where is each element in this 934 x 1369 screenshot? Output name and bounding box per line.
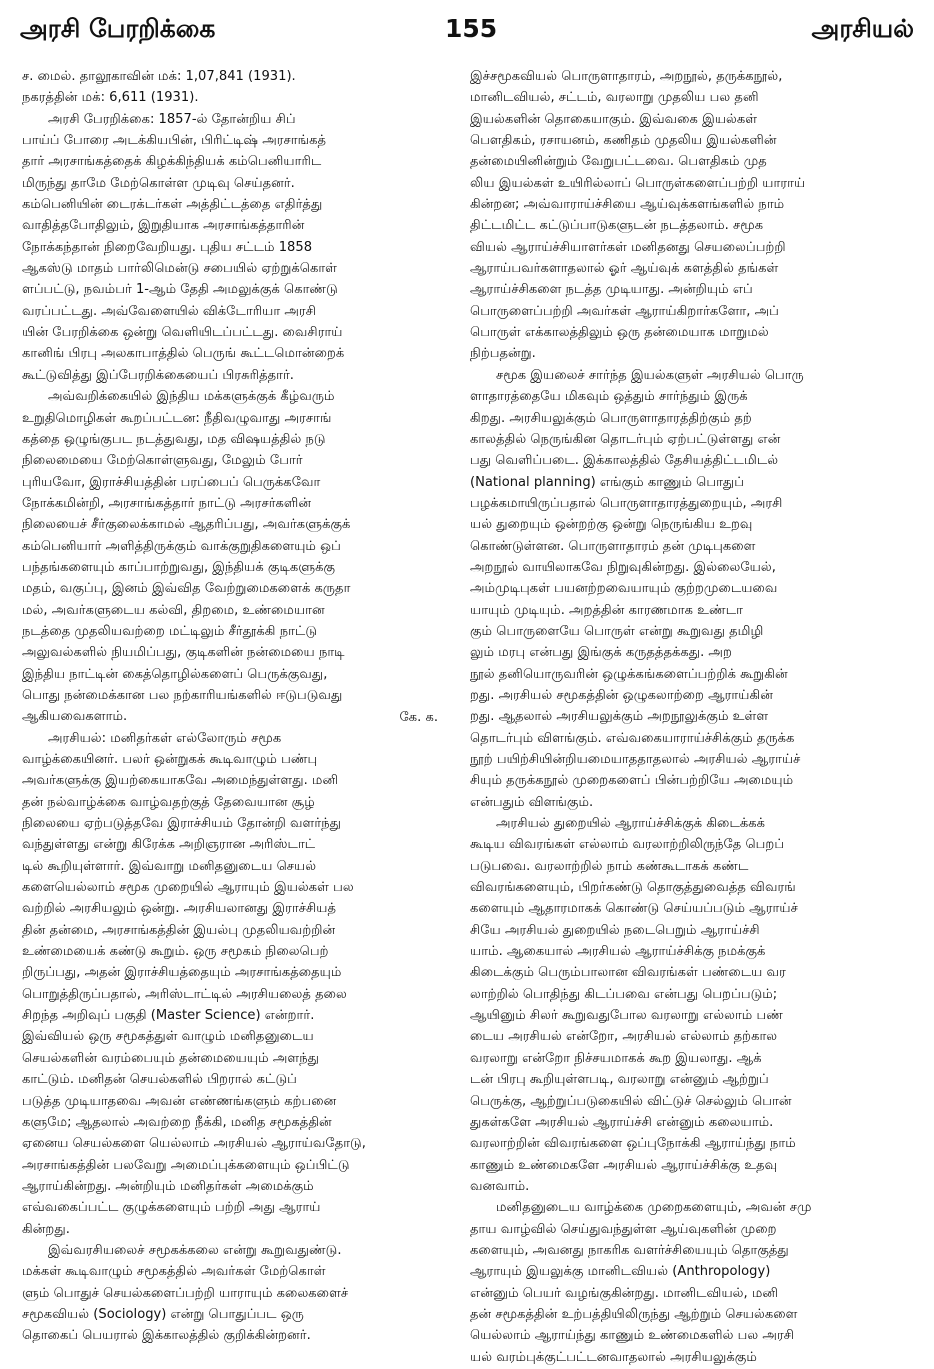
text-line: துகள்களே அரசியல் ஆராய்ச்சி என்னும் கலையாம்.: [470, 1114, 774, 1130]
text-line: (National planning) எங்கும் காணும் பொதுப்: [470, 474, 745, 490]
text-line: அவ்வறிக்கையில் இந்திய மக்களுக்குக் கீழ்வரும்: [48, 389, 335, 405]
text-line: தொகைப் பெயரால் இக்காலத்தில் குறிக்கின்றனர்.: [22, 1328, 311, 1344]
text-line: வாதித்தபோதிலும், இறுதியாக அரசாங்கத்தாரின்: [22, 218, 305, 234]
text-line: மல், அவர்களுடைய கல்வி, திறமை, உண்மையான: [22, 602, 325, 618]
text-line: கம்பெனியார் அளித்திருக்கும் வாக்குறுதிகளையும் ஒப்: [22, 538, 341, 554]
text-line: படுத்த முடியாதவை அவன் எண்ணங்களும் கற்பனை: [22, 1093, 337, 1109]
text-line: கிறது. அரசியலுக்கும் பொருளாதாரத்திற்கும் தற்: [470, 410, 752, 426]
text-line: ஆராய்ச்சிகளை நடத்த முடியாது. அன்றியும் எப்: [470, 282, 753, 298]
text-line: லாற்றில் பொதிந்து கிடப்பவை என்பது பெறப்படும்;: [470, 986, 778, 1002]
text-line: ஏனைய செயல்களை யெல்லாம் அரசியல் ஆராய்வதோடு,: [22, 1136, 366, 1152]
text-line: லிய இயல்கள் உயிரில்லாப் பொருள்களைப்பற்றி யாராய்: [470, 175, 806, 191]
text-line: சிறந்த அறிவுப் பகுதி (Master Science) என்றார்.: [22, 1008, 315, 1024]
text-line: நிற்பதன்று.: [470, 346, 536, 362]
text-line: நூல் தனியொருவரின் ஒழுக்கங்களைப்பற்றிக் கூறுகின்: [470, 666, 788, 682]
text-line: வற்றில் அரசியலும் ஒன்று. அரசியலானது இராச்சியத்: [22, 901, 336, 917]
text-line: நோக்கமின்றி, அரசாங்கத்தார் நாட்டு அரசர்களின்: [22, 495, 312, 511]
text-line: டைய அரசியல் என்றோ, அரசியல் எல்லாம் தற்கால: [470, 1029, 778, 1045]
text-line: அம்முடிபுகள் பயனற்றவையாயும் குற்றமுடையவை: [470, 581, 778, 597]
page-number: 155: [445, 14, 498, 43]
text-line: கானிங் பிரபு அலகாபாத்தில் பெருங் கூட்டமொன்றைக்: [22, 346, 345, 362]
text-line: மிருந்து தாமே மேற்கொள்ள முடிவு செய்தனர்.: [22, 175, 295, 191]
text-line: சமூகவியல் (Sociology) என்று பொதுப்பட ஒரு: [22, 1306, 304, 1322]
text-line: புரியவோ, இராச்சியத்தின் பரப்பைப் பெருக்கவோ: [22, 474, 321, 490]
text-line: தின் தன்மை, அரசாங்கத்தின் இயல்பு முதலியவற்றின்: [22, 922, 336, 938]
text-line: பௌதிகம், ரசாயனம், கணிதம் முதலிய இயல்களின்: [470, 133, 777, 149]
text-line: என்பதும் விளங்கும்.: [470, 794, 594, 810]
text-line: யெல்லாம் ஆராய்ந்து காணும் உண்மைகளில் பல அரசி: [470, 1328, 794, 1344]
text-line: அறநூல் வாயிலாகவே நிறுவுகின்றது. இல்லையேல்,: [470, 559, 776, 575]
text-line: பொருளைப்பற்றி அவர்கள் ஆராய்கிறார்களோ, அப்: [470, 303, 779, 319]
text-line: அரசாங்கத்தின் பலவேறு அமைப்புக்களையும் ஒப்பிட்டு: [22, 1157, 350, 1173]
text-line: அவர்களுக்கு இயற்கையாகவே அமைந்துள்ளது. மனி: [22, 773, 339, 789]
text-line: பந்தங்களையும் காப்பாற்றுவது, இந்தியக் குடிகளுக்கு: [22, 559, 336, 575]
text-line: ஆராய்பவர்களாதலால் ஓர் ஆய்வுக் களத்தில் தங்கள்: [470, 261, 779, 277]
text-line: யல் வரம்புக்குட்பட்டனவாதலால் அரசியலுக்கும்: [470, 1349, 757, 1365]
text-line: மதம், வகுப்பு, இனம் இவ்வித வேற்றுமைகளைக் கருதா: [22, 581, 351, 597]
text-line: காட்டும். மனிதன் செயல்களில் பிறரால் கட்டுப்: [22, 1072, 297, 1088]
text-line: ளும் பொதுச் செயல்களைப்பற்றி யாராயும் கலைகளைச்: [22, 1285, 349, 1301]
text-line: செயல்களின் வரம்பையும் தன்மையையும் அளந்து: [22, 1050, 319, 1066]
text-line: நிலையைச் சீர்குலைக்காமல் ஆதரிப்பது, அவர்களுக்குக்: [22, 517, 351, 533]
text-line: அரசி பேரறிக்கை: 1857-ல் தோன்றிய சிப்: [48, 111, 296, 127]
text-line: அலுவல்களில் நியமிப்பது, குடிகளின் நன்மையை நாடி: [22, 645, 345, 661]
text-line: டன் பிரபு கூறியுள்ளபடி, வரலாறு என்னும் ஆற்றுப்: [470, 1072, 769, 1088]
text-line: மனிதனுடைய வாழ்க்கை முறைகளையும், அவன் சமு: [496, 1200, 812, 1216]
text-line: வந்துள்ளது என்று கிரேக்க அறிஞரான அரிஸ்டாட்: [22, 837, 316, 853]
text-line: வரலாறு என்றோ நிச்சயமாகக் கூற இயலாது. ஆக்: [470, 1050, 762, 1066]
text-line: படுபவை. வரலாற்றில் நாம் கண்கூடாகக் கண்ட: [470, 858, 749, 874]
text-line: இச்சமூகவியல் பொருளாதாரம், அறநூல், தருக்கநூல்,: [470, 69, 783, 84]
text-line: தார் அரசாங்கத்தைக் கிழக்கிந்தியக் கம்பெனியாரிட: [22, 154, 322, 170]
text-line: தன் நல்வாழ்க்கை வாழ்வதற்குத் தேவையான சூழ்: [22, 794, 315, 810]
text-line: களையும் ஆதாரமாகக் கொண்டு செய்யப்படும் ஆராய்ச்: [470, 901, 798, 917]
text-line: கிடைக்கும் பெரும்பாலான விவரங்கள் பண்டைய வர: [470, 965, 786, 981]
text-line: தாய வாழ்வில் செய்துவந்துள்ள ஆய்வுகளின் முறை: [470, 1221, 777, 1237]
text-line: நிலையை ஏற்படுத்தவே இராச்சியம் தோன்றி வளர்ந்து: [22, 816, 341, 832]
text-line: யாயும் முடியும். அறத்தின் காரணமாக உண்டா: [470, 602, 743, 618]
text-line: தன் சமூகத்தின் உற்பத்தியிலிருந்து ஆற்றும் செயல்களை: [470, 1306, 798, 1322]
text-line: இவ்வரசியலைச் சமூகக்கலை என்று கூறுவதுண்டு.: [48, 1242, 342, 1258]
text-line: அரசியல்: மனிதர்கள் எல்லோரும் சமூக: [48, 730, 282, 746]
text-line: காலத்தில் நெருங்கின தொடர்பும் ஏற்பட்டுள்ளது என்: [470, 431, 781, 447]
running-head-right: அரசியல்: [811, 14, 914, 43]
text-line: தன்மையினின்றும் வேறுபட்டவை. பௌதிகம் முத: [470, 154, 767, 170]
text-line: ச. மைல். தாலூகாவின் மக்: 1,07,841 (1931).: [22, 69, 296, 84]
text-line: நோக்கந்தான் நிறைவேறியது. புதிய சட்டம் 1858: [22, 239, 313, 255]
text-line: தொடர்பும் விளங்கும். எவ்வகையாராய்ச்சிக்கும் தருக்க: [470, 730, 795, 746]
text-line: கூட்டுவித்து இப்பேரறிக்கையைப் பிரசுரித்தார்.: [22, 367, 294, 383]
text-line: இயல்களின் தொகையாகும். இவ்வகை இயல்கள்: [470, 111, 758, 127]
text-line: றது. அரசியல் சமூகத்தின் ஒழுகலாற்றை ஆராய்கின்: [470, 687, 773, 703]
page-header: [0, 0, 934, 60]
text-line: ஆகஸ்டு மாதம் பார்லிமென்டு சபையில் ஏற்றுக்கொள்: [22, 261, 337, 277]
author-initials: கே. க.: [399, 709, 438, 725]
text-line: இந்திய நாட்டின் கைத்தொழில்களைப் பெருக்குவது,: [22, 666, 328, 682]
text-line: ளப்பட்டு, நவம்பர் 1-ஆம் தேதி அமலுக்குக் கொண்டு: [22, 282, 338, 298]
right-column: [470, 66, 910, 1368]
text-line: மக்கள் கூடிவாழும் சமூகத்தில் அவர்கள் மேற்கொள்: [22, 1264, 326, 1280]
text-line: ஆராயும் இயலுக்கு மானிடவியல் (Anthropology): [470, 1264, 771, 1280]
text-line: ளாதாரத்தையே மிகவும் ஒத்தும் சார்ந்தும் இருக்: [470, 389, 748, 405]
text-line: நிலைமையை மேற்கொள்ளுவது, மேலும் போர்: [22, 453, 303, 469]
text-line: டில் கூறியுள்ளார். இவ்வாறு மனிதனுடைய செயல்: [22, 858, 317, 874]
left-column: [22, 66, 452, 1347]
text-line: சியும் தருக்கநூல் முறைகளைப் பின்பற்றியே அமையும்: [470, 773, 794, 789]
text-line: எவ்வகைப்பட்ட குழுக்களையும் பற்றி அது ஆராய்: [22, 1200, 321, 1216]
text-line: கம்பெனியின் டைரக்டர்கள் அத்திட்டத்தை எதிர்த்து: [22, 197, 323, 213]
text-line: யல் துறையும் ஒன்றற்கு ஒன்று நெருங்கிய உறவு: [470, 517, 753, 533]
text-line: வியல் ஆராய்ச்சியாளர்கள் மனிதனது செயலைப்பற்றி: [470, 239, 786, 255]
text-line: விவரங்களையும், பிறர்கண்டு தொகுத்துவைத்த விவரங்: [470, 880, 796, 896]
text-line: பது வெளிப்படை. இக்காலத்தில் தேசியத்திட்டமிடல்: [470, 453, 779, 469]
text-line: திட்டமிட்ட கட்டுப்பாடுகளுடன் நடத்தலாம். சமூக: [470, 218, 764, 234]
text-line: கின்றது.: [22, 1221, 70, 1237]
text-line: கின்றன; அவ்வாராய்ச்சியை ஆய்வுக்களங்களில் நாம்: [470, 197, 785, 213]
text-line: றது. ஆதலால் அரசியலுக்கும் அறநூலுக்கும் உள்ள: [470, 709, 769, 725]
text-line: சமூக இயலைச் சார்ந்த இயல்களுள் அரசியல் பொரு: [496, 367, 804, 383]
text-line: றிருப்பது, அதன் இராச்சியத்தையும் அரசாங்கத்தையும்: [22, 965, 342, 981]
text-line: வனவாம்.: [470, 1178, 530, 1194]
text-line: பொருள் எக்காலத்திலும் ஒரு தன்மையாக மாறுமல்: [470, 325, 769, 341]
text-line: நூற் பயிற்சியின்றியமையாததாதலால் அரசியல் ஆராய்ச்: [470, 752, 801, 767]
text-line: காணும் உண்மைகளே அரசியல் ஆராய்ச்சிக்கு உதவு: [470, 1157, 778, 1173]
text-line: வரலாற்றின் விவரங்களை ஒப்புநோக்கி ஆராய்ந்து நாம்: [470, 1136, 796, 1152]
text-line: அரசியல் துறையில் ஆராய்ச்சிக்குக் கிடைக்கக்: [496, 816, 765, 832]
text-line: கொண்டுள்ளன. பொருளாதாரம் தன் முடிபுகளை: [470, 538, 756, 554]
text-line: ஆராய்கின்றது. அன்றியும் மனிதர்கள் அமைக்கும்: [22, 1178, 314, 1194]
text-line: பழக்கமாயிருப்பதால் பொருளாதாரத்துறையும், அரசி: [470, 495, 783, 511]
text-line: நகரத்தின் மக்: 6,611 (1931).: [22, 90, 199, 106]
text-line: உண்மையைக் கண்டு கூறும். ஒரு சமூகம் நிலைபெற்: [22, 944, 329, 960]
text-line: கும் பொருளையே பொருள் என்று கூறுவது தமிழி: [470, 623, 764, 639]
text-line: ஆயினும் சிலர் கூறுவதுபோல வரலாறு எல்லாம் பண்: [470, 1008, 783, 1024]
text-line: ஆகியவைகளாம்.: [22, 709, 128, 725]
text-line: யின் பேரறிக்கை ஒன்று வெளியிடப்பட்டது. வைசிராய்: [22, 325, 343, 341]
text-line: வரப்பட்டது. அவ்வேளையில் விக்டோரியா அரசி: [22, 303, 316, 319]
text-line: களுமே; ஆதலால் அவற்றை நீக்கி, மனித சமூகத்தின்: [22, 1114, 332, 1130]
text-line: களையும், அவனது நாகரிக வளர்ச்சியையும் தொகுத்து: [470, 1242, 789, 1258]
text-line: லும் மரபு என்பது இங்குக் கருதத்தக்கது. அற: [470, 645, 732, 661]
text-line: வாழ்க்கையினர். பலர் ஒன்றுகக் கூடிவாழும் பண்பு: [22, 752, 318, 767]
text-line: பொறுத்திருப்பதால், அரிஸ்டாட்டில் அரசியலைத் தலை: [22, 986, 347, 1002]
running-head-left: அரசி பேரறிக்கை: [20, 14, 216, 43]
text-line: பெருக்கு, ஆற்றுப்படுகையில் விட்டுச் செல்லும் பொன்: [470, 1093, 792, 1109]
text-line: நடத்தை முதலியவற்றை மட்டிலும் சீர்தூக்கி நாட்டு: [22, 623, 318, 639]
text-line: இவ்வியல் ஒரு சமூகத்துள் வாழும் மனிதனுடைய: [22, 1029, 314, 1045]
text-line: பொது நன்மைக்கான பல நற்காரியங்களில் ஈடுபடுவது: [22, 687, 343, 703]
text-line: பாய்ப் போரை அடக்கியபின், பிரிட்டிஷ் அரசாங்கத்: [22, 133, 326, 149]
text-line: கூடிய விவரங்கள் எல்லாம் வரலாற்றிலிருந்தே பெறப்: [470, 837, 785, 853]
text-line: மானிடவியல், சட்டம், வரலாறு முதலிய பல தனி: [470, 90, 759, 106]
text-line: களையெல்லாம் சமூக முறையில் ஆராயும் இயல்கள் பல: [22, 880, 354, 896]
text-line: கத்தை ஒழுங்குபட நடத்துவது, மத விஷயத்தில் நடு: [22, 431, 326, 447]
text-line: என்னும் பெயர் வழங்குகின்றது. மானிடவியல், மனி: [470, 1285, 779, 1301]
text-line: சியே அரசியல் துறையில் நடைபெறும் ஆராய்ச்சி: [470, 922, 760, 938]
text-line: உறுதிமொழிகள் கூறப்பட்டன: நீதிவழுவாது அரசாங்: [22, 410, 332, 426]
text-line: யாம். ஆகையால் அரசியல் ஆராய்ச்சிக்கு நமக்குக்: [470, 944, 766, 960]
